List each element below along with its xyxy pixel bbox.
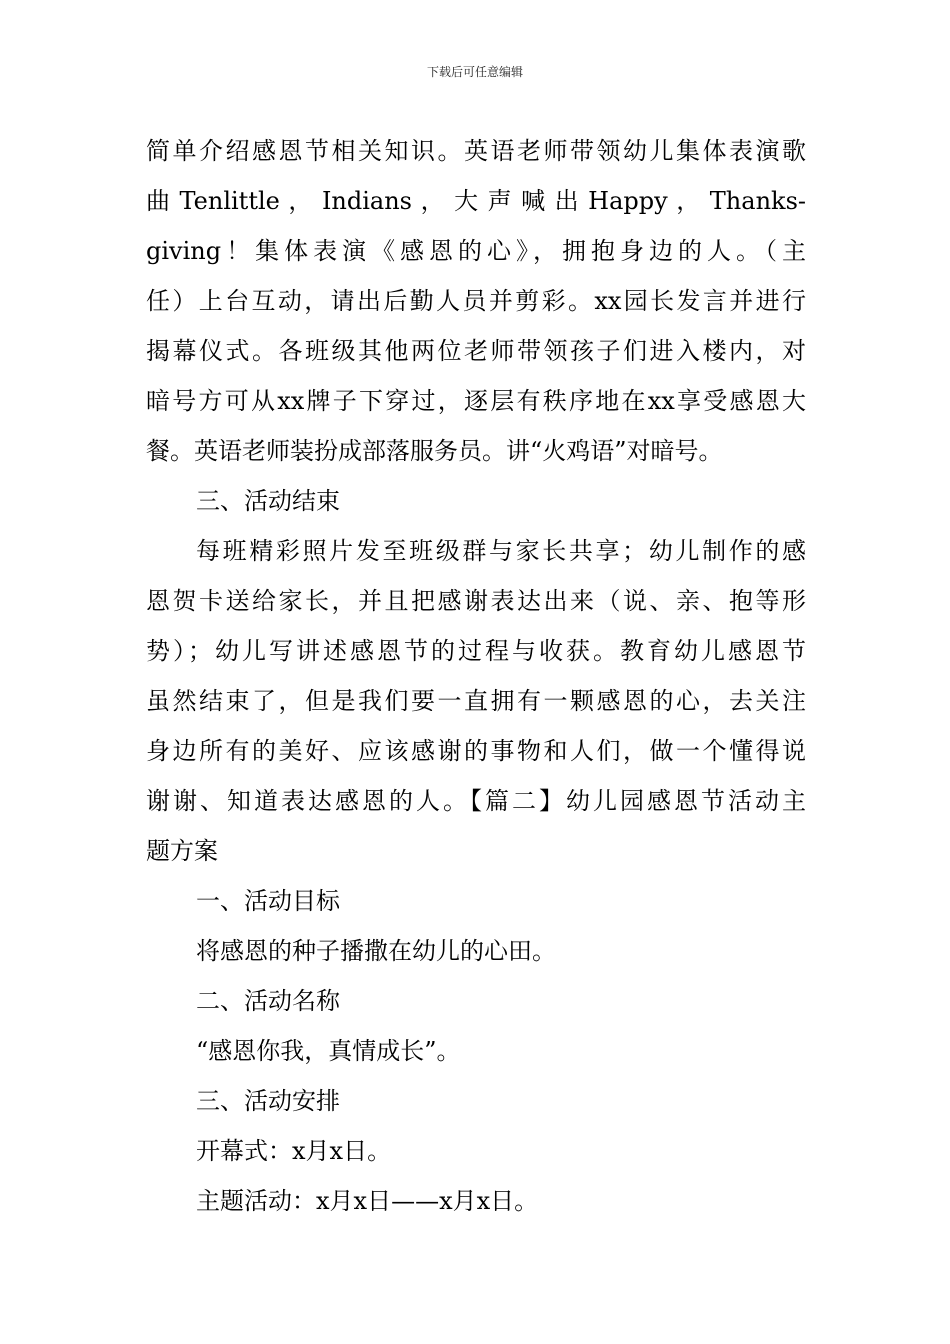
text-line: 谢谢、知道表达感恩的人。【篇二】幼儿园感恩节活动主 (146, 787, 806, 815)
text-line: 身边所有的美好、应该感谢的事物和人们，做一个懂得说 (146, 737, 806, 765)
text-line: 曲 Tenlittle ， Indians ， 大 声 喊 出 Happy ， Thanks- (146, 187, 806, 215)
text-line: 暗号方可从xx牌子下穿过，逐层有秩序地在xx享受感恩大 (146, 387, 806, 415)
text-line: 恩贺卡送给家长，并且把感谢表达出来（说、亲、抱等形 (146, 587, 806, 615)
text-line: 开幕式：x月x日。 (196, 1137, 392, 1165)
text-line: giving！集体表演《感恩的心》，拥抱身边的人。（主 (146, 237, 806, 265)
text-line: 每班精彩照片发至班级群与家长共享；幼儿制作的感 (196, 537, 806, 565)
text-line: “感恩你我，真情成长”。 (196, 1037, 461, 1065)
section-heading: 一、活动目标 (196, 887, 340, 915)
text-line: 任）上台互动，请出后勤人员并剪彩。xx园长发言并进行 (146, 287, 806, 315)
text-line: 主题活动：x月x日——x月x日。 (196, 1187, 539, 1215)
text-line: 揭幕仪式。各班级其他两位老师带领孩子们进入楼内，对 (146, 337, 806, 365)
section-heading: 三、活动结束 (196, 487, 340, 515)
text-line: 餐。英语老师装扮成部落服务员。讲“火鸡语”对暗号。 (146, 437, 723, 465)
text-line: 简单介绍感恩节相关知识。英语老师带领幼儿集体表演歌 (146, 137, 806, 165)
text-line: 将感恩的种子播撒在幼儿的心田。 (196, 937, 556, 965)
text-line: 势）；幼儿写讲述感恩节的过程与收获。教育幼儿感恩节 (146, 637, 806, 665)
section-heading: 二、活动名称 (196, 987, 340, 1015)
page-header: 下载后可任意编辑 (426, 65, 523, 79)
section-heading: 三、活动安排 (196, 1087, 340, 1115)
text-line: 虽然结束了，但是我们要一直拥有一颗感恩的心，去关注 (146, 687, 806, 715)
text-line: 题方案 (146, 837, 218, 865)
document-body (146, 126, 806, 1226)
